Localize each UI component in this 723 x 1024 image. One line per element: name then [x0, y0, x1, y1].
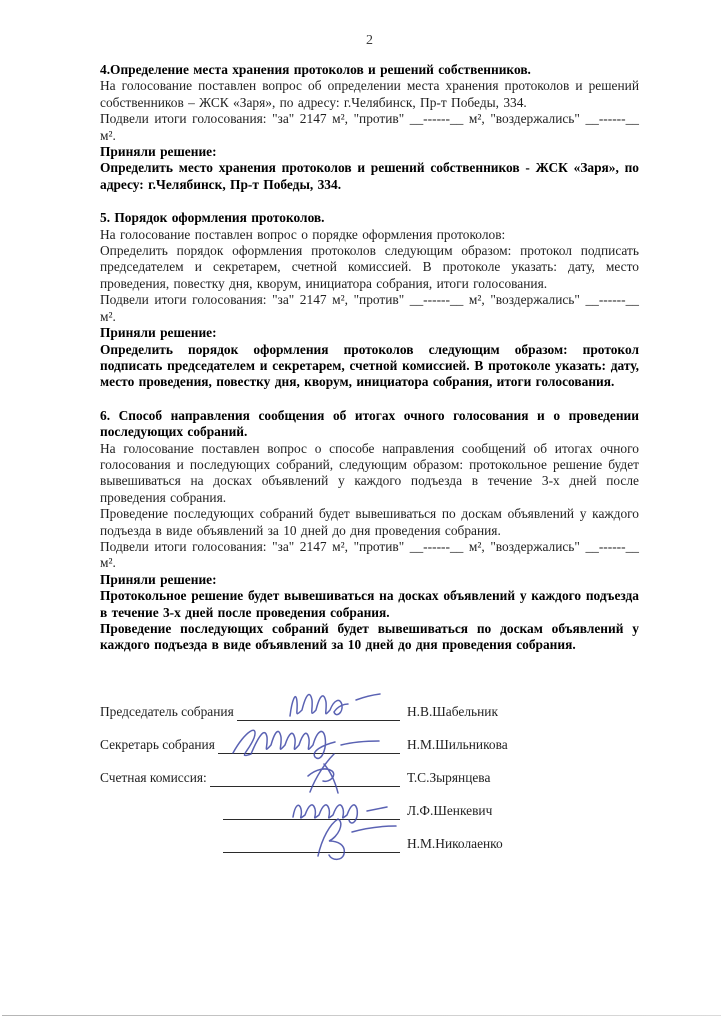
- paragraph: Подвели итоги голосования: "за" 2147 м², "против" __------__ м², "воздержались" __------__ м².: [100, 292, 639, 324]
- paragraph: Определить место хранения протоколов и решений собственников - ЖСК «Заря», по адресу: г.Челябинск, Пр-т Победы, 334.: [100, 160, 639, 192]
- section-heading: 6. Способ направления сообщения об итогах очного голосования и о проведении последующих собраний.: [100, 407, 639, 440]
- signature-label: Председатель собрания: [100, 703, 234, 719]
- section-4: [100, 62, 639, 193]
- signatory-name: Л.Ф.Шенкевич: [407, 802, 493, 818]
- signatory-name: Н.М.Николаенко: [407, 835, 503, 851]
- paragraph: Подвели итоги голосования: "за" 2147 м², "против" __------__ м², "воздержались" __------__ м².: [100, 538, 639, 571]
- signatory-name: Н.М.Шильникова: [407, 736, 508, 752]
- paragraph: Определить порядок оформления протоколов следующим образом: протокол подписать председателем и секретарем, счетной комиссией. В протоколе указать: дату, место проведения, повестку дня, кворум, инициатора собрания, итоги голосования.: [100, 341, 639, 390]
- scan-edge-line: [2, 1015, 721, 1016]
- signature-block: [100, 688, 639, 853]
- signatory-name: Н.В.Шабельник: [407, 703, 498, 719]
- paragraph: Определить порядок оформления протоколов следующим образом: протокол подписать председателем и секретарем, счетной комиссией. В протоколе указать: дату, место проведения, повестку дня, кворум, инициатора собрания, итоги голосования.: [100, 243, 639, 291]
- signature-row: [100, 820, 639, 853]
- signatory-name: Т.С.Зырянцева: [407, 769, 491, 785]
- paragraph: Проведение последующих собраний будет вывешиваться по доскам объявлений у каждого подъезда в виде объявлений за 10 дней до дня проведения собрания.: [100, 621, 639, 653]
- handwritten-signature: [294, 812, 414, 864]
- signature-row: [100, 721, 639, 754]
- paragraph: На голосование поставлен вопрос о порядке оформления протоколов:: [100, 226, 506, 242]
- paragraph: Проведение последующих собраний будет вывешиваться по доскам объявлений у каждого подъезда в виде объявлений за 10 дней до дня проведения собрания.: [100, 506, 639, 538]
- paragraph: Приняли решение:: [100, 571, 217, 587]
- paragraph: Протокольное решение будет вывешиваться на досках объявлений у каждого подъезда в течение 3-х дней после проведения собрания.: [100, 588, 639, 620]
- paragraph: Приняли решение:: [100, 144, 217, 160]
- signature-label: Счетная комиссия:: [100, 769, 207, 785]
- paragraph: Приняли решение:: [100, 325, 217, 341]
- document-body: [100, 62, 639, 654]
- section-heading: 4.Определение места хранения протоколов и решений собственников.: [100, 62, 531, 77]
- paragraph: На голосование поставлен вопрос об определении места хранения протоколов и решений собственников – ЖСК «Заря», по адресу: г.Челябинск, Пр-т Победы, 334.: [100, 78, 639, 110]
- signature-label: Секретарь собрания: [100, 736, 215, 752]
- paragraph: На голосование поставлен вопрос о способе направления сообщений об итогах очного голосования и последующих собраний, следующим образом: протокольное решение будет вывешиваться на досках объявлений у каждого подъезда в течение 3-х дней после проведения собрания.: [100, 440, 639, 505]
- page-number: 2: [366, 33, 373, 48]
- section-5: [100, 210, 639, 390]
- section-heading: 5. Порядок оформления протоколов.: [100, 210, 325, 226]
- section-6: [100, 408, 639, 654]
- signature-line: [223, 833, 400, 853]
- paragraph: Подвели итоги голосования: "за" 2147 м², "против" __------__ м², "воздержались" __------__ м².: [100, 111, 639, 143]
